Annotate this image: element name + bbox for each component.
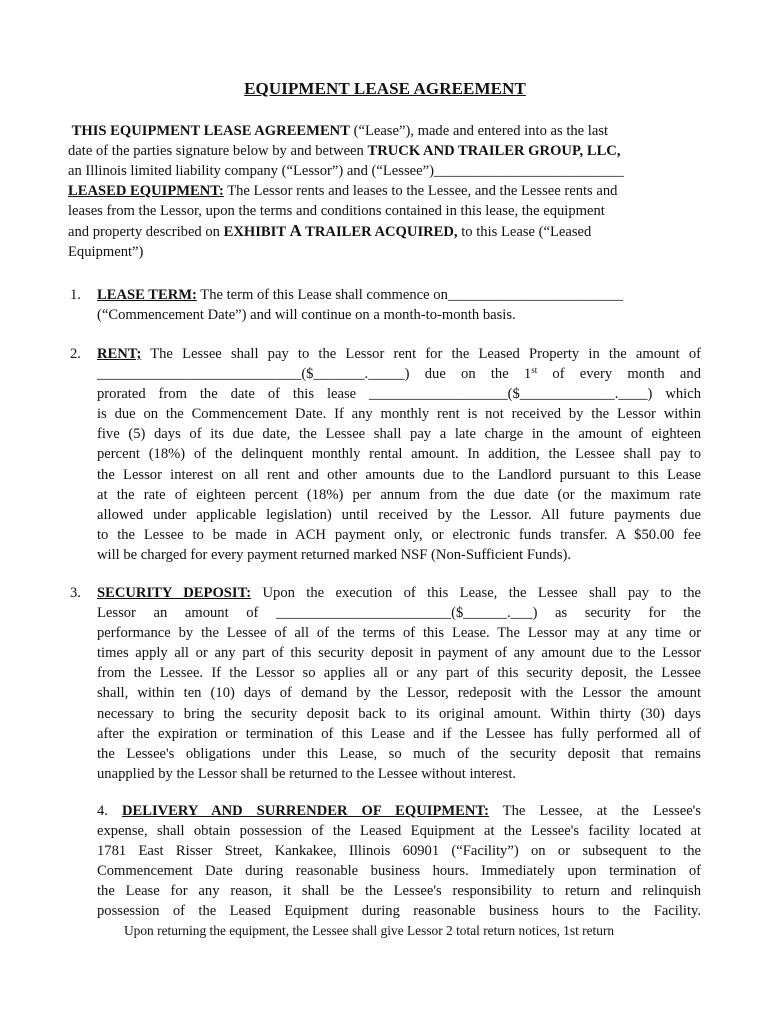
intro-line-1: THIS EQUIPMENT LEASE AGREEMENT (“Lease”), made and entered into as the last bbox=[71, 123, 609, 139]
delivery-surrender-heading: DELIVERY AND SURRENDER OF EQUIPMENT: bbox=[121, 803, 489, 819]
section-2-rent bbox=[97, 344, 701, 565]
s4-line-5: the Lease for any reason, it shall be the Lessee's responsibility to return and relinquish bbox=[97, 883, 701, 900]
section-1-number: 1. bbox=[70, 287, 81, 303]
intro-line-3: an Illinois limited liability company (“Lessor”) and (“Lessee”)__________________________ bbox=[68, 163, 624, 180]
s2-line-2: ____________________________($_______._____) due on the 1st of every month and bbox=[97, 365, 701, 383]
document-title: EQUIPMENT LEASE AGREEMENT bbox=[244, 79, 526, 98]
s2-line-9: allowed under applicable legislation) until received by the Lessor. All future payments due bbox=[97, 506, 701, 523]
s3-line-9: the Lessee's obligations under this Lease, so much of the security deposit that remains bbox=[97, 745, 701, 762]
s2-line-10: to the Lessee to be made in ACH payment only, or electronic funds transfer. A $50.00 fee bbox=[97, 526, 701, 543]
s1-line-1: LEASE TERM: The term of this Lease shall commence on________________________ bbox=[97, 287, 624, 303]
section-3-security-deposit bbox=[97, 583, 701, 784]
s4-line-2: expense, shall obtain possession of the Leased Equipment at the Lessee's facility located at bbox=[97, 823, 701, 840]
leased-equipment-paragraph bbox=[68, 181, 692, 262]
intro-line-2: date of the parties signature below by and between TRUCK AND TRAILER GROUP, LLC, bbox=[68, 143, 621, 160]
s2-line-3: prorated from the date of this lease ___________________($_____________.____) which bbox=[97, 386, 701, 403]
s2-line-11: will be charged for every payment returned marked NSF (Non-Sufficient Funds). bbox=[97, 546, 572, 563]
s2-line-7: the Lessor interest on all rent and other amounts due to the Landlord pursuant to this Lease bbox=[97, 466, 701, 483]
section-4-number: 4. bbox=[97, 803, 108, 819]
leased-line-3: and property described on EXHIBIT A TRAILER ACQUIRED, to this Lease (“Leased bbox=[68, 221, 592, 241]
s3-line-10: unapplied by the Lessor shall be returned to the Lessee without interest. bbox=[97, 765, 517, 782]
security-deposit-heading: SECURITY DEPOSIT: bbox=[97, 585, 252, 601]
s2-line-5: five (5) days of its due date, the Lessee shall pay a late charge in the amount of eighteen bbox=[97, 426, 701, 443]
lessor-name: TRUCK AND TRAILER GROUP, LLC, bbox=[367, 143, 621, 160]
leased-line-4: Equipment”) bbox=[68, 244, 144, 261]
rent-heading: RENT; bbox=[97, 346, 142, 362]
s1-line-2: (“Commencement Date”) and will continue on a month-to-month basis. bbox=[97, 307, 516, 324]
s3-line-8: after the expiration or termination of this Lease and if the Lessee has fully performed all of bbox=[97, 725, 701, 742]
s3-line-3: performance by the Lessee of all of the terms of this Lease. The Lessor may at any time or bbox=[97, 625, 701, 642]
agreement-name: THIS EQUIPMENT LEASE AGREEMENT bbox=[71, 123, 350, 139]
s3-line-1: SECURITY DEPOSIT: Upon the execution of this Lease, the Lessee shall pay to the bbox=[97, 585, 701, 601]
s2-line-8: at the rate of eighteen percent (18%) per annum from the due date (or the maximum rate bbox=[97, 486, 701, 503]
s2-line-4: is due on the Commencement Date. If any monthly rent is not received by the Lessor within bbox=[97, 406, 701, 423]
section-3-number: 3. bbox=[70, 585, 81, 601]
s3-line-2: Lessor an amount of ________________________($______.___) as security for the bbox=[97, 605, 701, 622]
s3-line-4: times apply all or any part of this security deposit in payment of any amount due to the Lessor bbox=[97, 645, 701, 662]
s3-line-5: from the Lessee. If the Lessor so applies all or any part of this security deposit, the Lessee bbox=[97, 665, 701, 682]
leased-equipment-heading: LEASED EQUIPMENT: bbox=[68, 183, 224, 199]
leased-line-2: leases from the Lessor, upon the terms and conditions contained in this lease, the equipment bbox=[68, 203, 605, 220]
s4-line-7: Upon returning the equipment, the Lessee shall give Lessor 2 total return notices, 1st return bbox=[124, 923, 615, 938]
section-2-number: 2. bbox=[70, 346, 81, 362]
s3-line-6: shall, within ten (10) days of demand by the Lessor, redeposit with the Lessor the amount bbox=[97, 685, 701, 702]
section-4-delivery-surrender bbox=[97, 801, 701, 922]
intro-paragraph bbox=[68, 121, 692, 181]
s4-line-6: possession of the Leased Equipment during reasonable business hours to the Facility. bbox=[97, 903, 701, 920]
s3-line-7: necessary to bring the security deposit back to its original amount. Within thirty (30) days bbox=[97, 705, 701, 722]
lease-term-heading: LEASE TERM: bbox=[97, 287, 197, 303]
s2-line-6: percent (18%) of the delinquent monthly rental amount. In addition, the Lessee shall pay to bbox=[97, 446, 701, 463]
s2-line-1: RENT; The Lessee shall pay to the Lessor rent for the Leased Property in the amount of bbox=[97, 346, 701, 362]
s4-line-4: Commencement Date during reasonable business hours. Immediately upon termination of bbox=[97, 863, 701, 880]
s4-line-1: 4. DELIVERY AND SURRENDER OF EQUIPMENT: The Lessee, at the Lessee's bbox=[97, 803, 701, 819]
leased-line-1: LEASED EQUIPMENT: The Lessor rents and leases to the Lessee, and the Lessee rents and bbox=[68, 183, 618, 199]
s4-line-3: 1781 East Risser Street, Kankakee, Illinois 60901 (“Facility”) on or subsequent to the bbox=[97, 843, 701, 860]
section-1-lease-term bbox=[97, 285, 701, 325]
